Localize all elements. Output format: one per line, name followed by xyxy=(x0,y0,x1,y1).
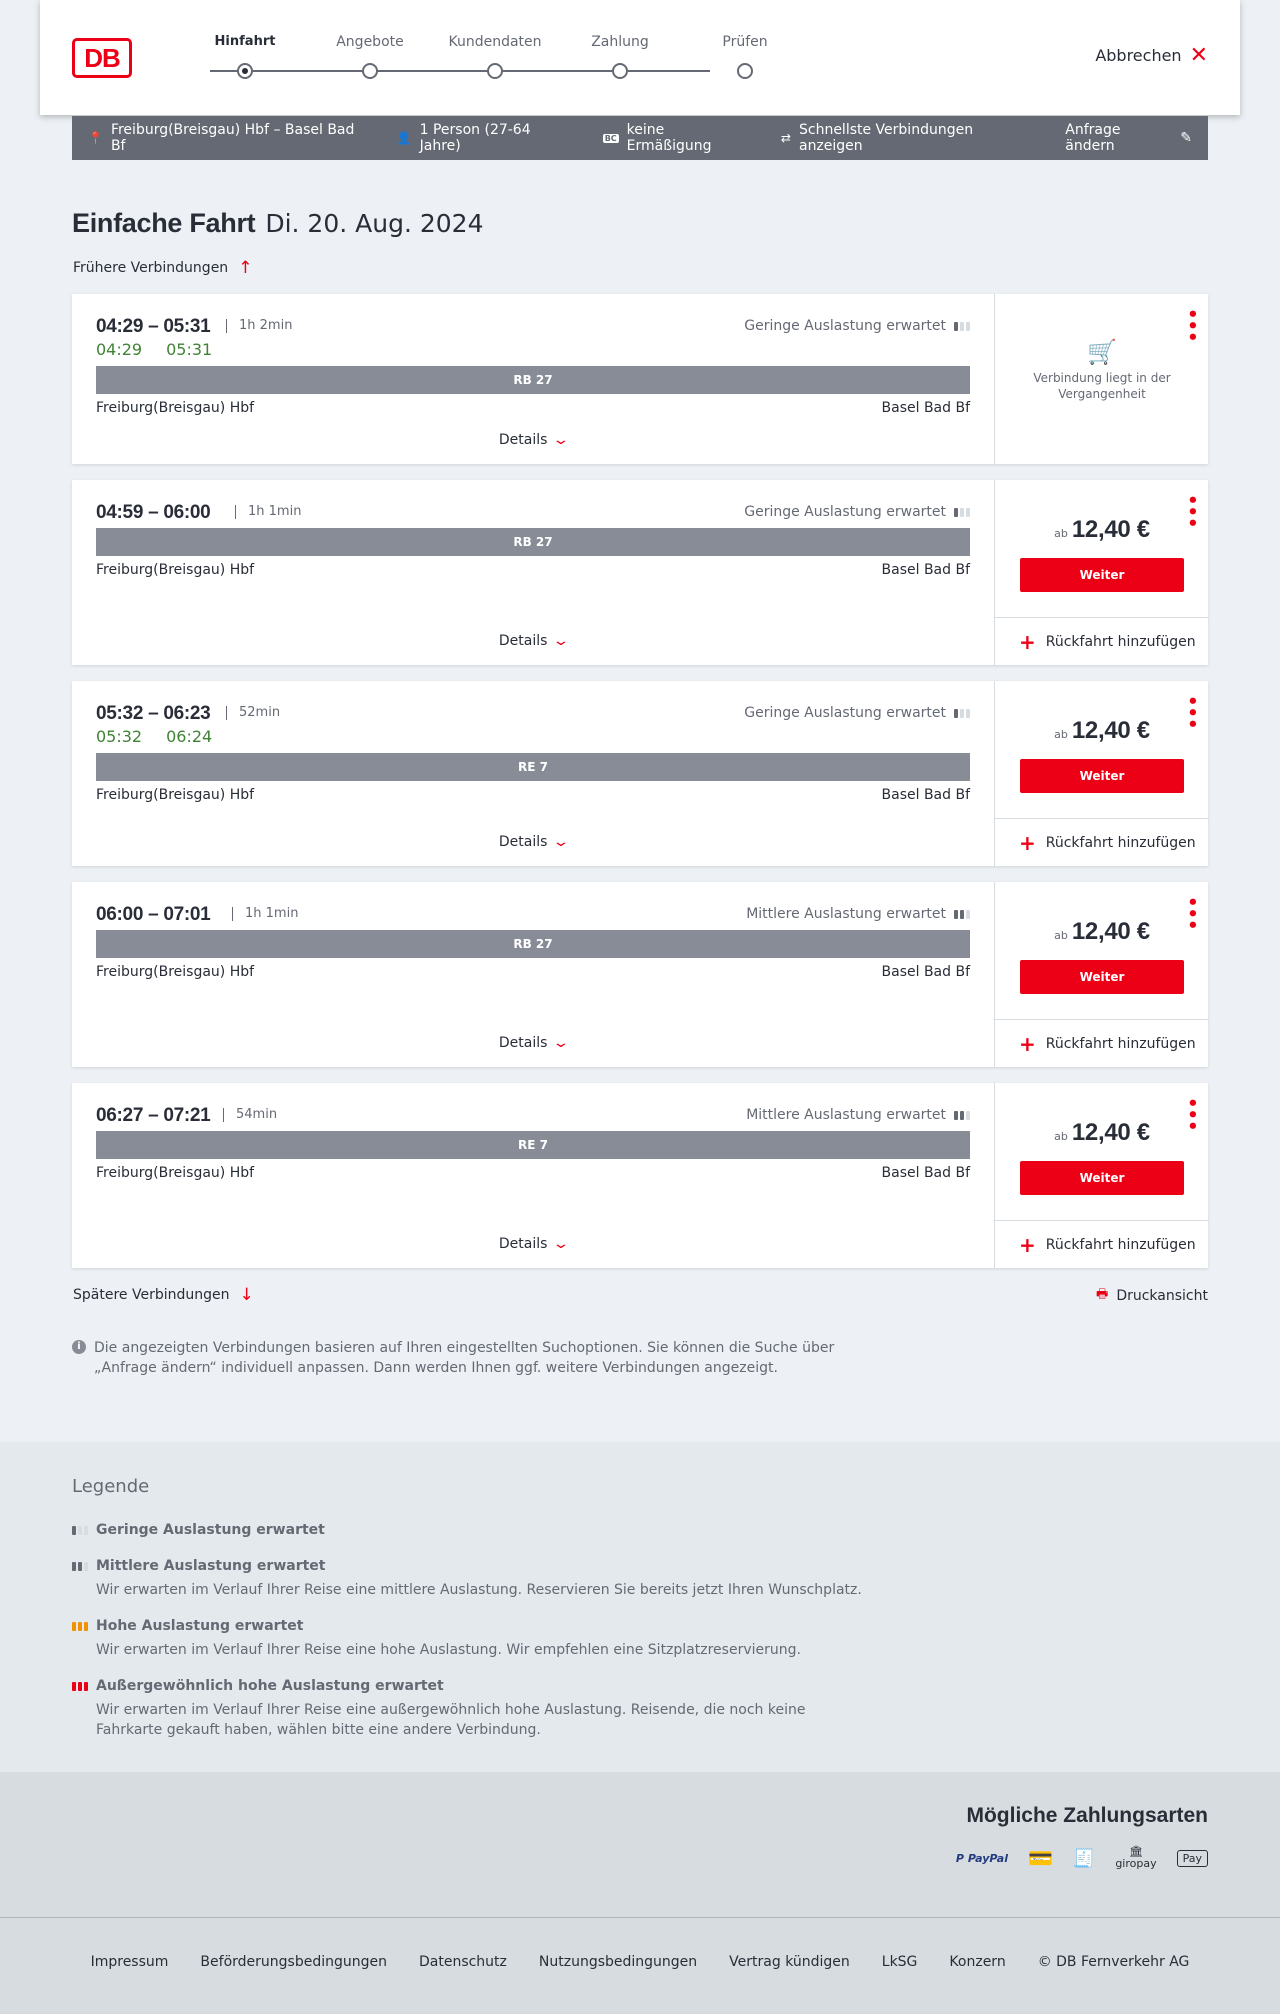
legend-item-low xyxy=(72,1522,325,1538)
load-text: Geringe Auslastung erwartet xyxy=(744,705,946,721)
connection-info[interactable] xyxy=(72,294,994,464)
step-label: Kundendaten xyxy=(448,34,542,50)
more-options-icon[interactable]: ••• xyxy=(1181,896,1202,931)
cancel-label: Abbrechen xyxy=(1095,46,1182,65)
discount-summary xyxy=(603,122,749,154)
connection-card xyxy=(72,1083,1208,1268)
step-hinfahrt xyxy=(180,34,310,54)
more-options-icon[interactable]: ••• xyxy=(1181,695,1202,730)
legend-item-desc: Wir erwarten im Verlauf Ihrer Reise eine hohe Auslastung. Wir empfehlen eine Sitzplatzreservierung. xyxy=(96,1642,801,1658)
footer-link-datenschutz[interactable]: Datenschutz xyxy=(418,1954,507,1970)
high-load-icon xyxy=(72,1622,88,1631)
details-toggle[interactable] xyxy=(72,432,994,448)
connection-card xyxy=(72,480,1208,665)
edit-search-button[interactable] xyxy=(1065,122,1192,154)
plus-icon: + xyxy=(1019,1232,1036,1257)
realtime-departure: 04:29 xyxy=(96,340,143,359)
connection-times: 06:00 – 07:01 xyxy=(96,904,211,925)
connection-duration: 1h 1min xyxy=(232,907,298,921)
apple-pay-label: Pay xyxy=(1182,1851,1202,1865)
stepper-line xyxy=(210,70,710,72)
print-label: Druckansicht xyxy=(1116,1288,1208,1304)
load-text: Geringe Auslastung erwartet xyxy=(744,318,946,334)
low-load-icon xyxy=(954,709,970,718)
legend-item-title: Außergewöhnlich hohe Auslastung erwartet xyxy=(96,1678,444,1694)
departure-station: Freiburg(Breisgau) Hbf xyxy=(96,562,255,578)
continue-button[interactable]: Weiter xyxy=(1020,558,1184,592)
step-label: Zahlung xyxy=(591,34,649,50)
connection-info[interactable] xyxy=(72,882,994,1067)
details-label: Details xyxy=(498,834,548,850)
departure-station: Freiburg(Breisgau) Hbf xyxy=(96,787,255,803)
route-text: Freiburg(Breisgau) Hbf – Basel Bad Bf xyxy=(110,122,355,154)
price xyxy=(995,918,1209,946)
connection-info[interactable] xyxy=(72,681,994,866)
footer-copyright: © DB Fernverkehr AG xyxy=(1037,1954,1190,1970)
arrow-up-icon: ↑ xyxy=(238,258,253,278)
realtime-arrival: 06:24 xyxy=(166,727,213,746)
persons-text: 1 Person (27-64 Jahre) xyxy=(419,122,531,154)
arrow-down-icon: ↓ xyxy=(239,1285,254,1305)
low-load-icon xyxy=(954,322,970,331)
connection-times: 06:27 – 07:21 xyxy=(96,1105,211,1126)
db-logo[interactable]: DB xyxy=(72,38,132,78)
price-prefix: ab xyxy=(1054,728,1068,741)
trip-date: Di. 20. Aug. 2024 xyxy=(265,209,484,238)
progress-stepper xyxy=(180,34,805,84)
train-bar: RB 27 xyxy=(96,930,970,958)
details-toggle[interactable] xyxy=(72,1236,994,1252)
printer-icon: 🖶 xyxy=(1096,1287,1109,1302)
chevron-down-icon: ⌄ xyxy=(552,834,571,850)
continue-button[interactable]: Weiter xyxy=(1020,960,1184,994)
load-indicator xyxy=(744,504,970,520)
arrival-station: Basel Bad Bf xyxy=(881,964,970,980)
train-bar: RE 7 xyxy=(96,753,970,781)
step-label: Angebote xyxy=(336,34,404,50)
realtime-times xyxy=(96,727,212,746)
realtime-departure: 05:32 xyxy=(96,727,143,746)
payment-title: Mögliche Zahlungsarten xyxy=(966,1804,1208,1827)
legend-item-title: Hohe Auslastung erwartet xyxy=(96,1618,304,1634)
plus-icon: + xyxy=(1019,830,1036,855)
legend-item-medium xyxy=(72,1558,872,1600)
price-value: 12,40 € xyxy=(1071,918,1150,945)
connection-times: 04:29 – 05:31 xyxy=(96,316,211,337)
load-indicator xyxy=(744,318,970,334)
connection-info[interactable] xyxy=(72,1083,994,1268)
footer-link-lksg[interactable]: LkSG xyxy=(881,1954,918,1970)
legend-item-title: Geringe Auslastung erwartet xyxy=(96,1522,325,1538)
details-label: Details xyxy=(498,1035,548,1051)
discount-text: keine Ermäßigung xyxy=(626,122,712,154)
close-icon: ✕ xyxy=(1189,42,1208,68)
cart-unavailable-icon: 🛒 xyxy=(1087,338,1117,366)
arrival-station: Basel Bad Bf xyxy=(881,1165,970,1181)
step-pruefen xyxy=(680,34,810,54)
step-dot xyxy=(487,63,503,79)
chevron-down-icon: ⌄ xyxy=(552,633,571,649)
step-dot xyxy=(237,63,253,79)
medium-load-icon xyxy=(954,1111,970,1120)
add-return-label: Rückfahrt hinzufügen xyxy=(1045,834,1196,851)
legend-item-extreme xyxy=(72,1678,872,1740)
step-dot xyxy=(612,63,628,79)
connection-info[interactable] xyxy=(72,480,994,665)
medium-load-icon xyxy=(72,1562,88,1571)
info-icon: i xyxy=(72,1340,86,1354)
print-view-link[interactable] xyxy=(1096,1285,1208,1307)
more-options-icon[interactable]: ••• xyxy=(1181,494,1202,529)
paypal-logo: P PayPal xyxy=(955,1851,1008,1865)
person-icon: 👤 xyxy=(396,131,412,145)
swap-arrows-icon: ⇄ xyxy=(780,131,791,145)
pencil-icon: ✎ xyxy=(1180,130,1192,146)
past-connection-text: Verbindung liegt in der Vergangenheit xyxy=(1033,371,1171,401)
legend-section xyxy=(0,1442,1280,1772)
offer-panel xyxy=(994,1083,1208,1268)
later-connections-link[interactable] xyxy=(73,1285,254,1305)
departure-station: Freiburg(Breisgau) Hbf xyxy=(96,400,255,416)
low-load-icon xyxy=(72,1526,88,1535)
low-load-icon xyxy=(954,508,970,517)
connection-card xyxy=(72,882,1208,1067)
connection-times: 05:32 – 06:23 xyxy=(96,703,211,724)
medium-load-icon xyxy=(954,910,970,919)
price-value: 12,40 € xyxy=(1071,516,1150,543)
add-return-label: Rückfahrt hinzufügen xyxy=(1045,1035,1196,1052)
giropay-logo: 🏛 giropay xyxy=(1115,1845,1157,1870)
plus-icon: + xyxy=(1019,1031,1036,1056)
connection-duration: 52min xyxy=(226,706,280,720)
info-note xyxy=(72,1338,872,1378)
earlier-label: Frühere Verbindungen xyxy=(73,260,229,276)
extreme-load-icon xyxy=(72,1682,88,1691)
offer-panel xyxy=(994,681,1208,866)
arrival-station: Basel Bad Bf xyxy=(881,400,970,416)
step-kundendaten xyxy=(430,34,560,54)
price xyxy=(995,1119,1209,1147)
chevron-down-icon: ⌄ xyxy=(552,1035,571,1051)
booking-header xyxy=(40,0,1240,115)
details-toggle[interactable] xyxy=(72,633,994,649)
details-toggle[interactable] xyxy=(72,1035,994,1051)
info-text: Die angezeigten Verbindungen basieren auf Ihren eingestellten Suchoptionen. Sie können die Suche über „Anfrage ändern“ individuell anpassen. Dann werden Ihnen ggf. weitere Verbindungen angezeigt. xyxy=(94,1340,835,1376)
persons-summary xyxy=(397,122,571,154)
past-connection-notice xyxy=(995,338,1209,402)
connection-times: 04:59 – 06:00 xyxy=(96,502,211,523)
realtime-arrival: 05:31 xyxy=(166,340,213,359)
footer-link-impressum[interactable]: Impressum xyxy=(90,1954,169,1970)
trip-type: Einfache Fahrt xyxy=(72,208,256,238)
details-label: Details xyxy=(498,1236,548,1252)
route-summary xyxy=(88,122,365,154)
option-text: Schnellste Verbindungen anzeigen xyxy=(798,122,974,154)
details-label: Details xyxy=(498,432,548,448)
load-indicator xyxy=(746,1107,970,1123)
footer-link-vertrag-kuendigen[interactable]: Vertrag kündigen xyxy=(729,1954,850,1970)
departure-station: Freiburg(Breisgau) Hbf xyxy=(96,1165,255,1181)
footer-link-nutzungsbedingungen[interactable]: Nutzungsbedingungen xyxy=(538,1954,698,1970)
footer-link-befoerderungsbedingungen[interactable]: Beförderungsbedingungen xyxy=(200,1954,387,1970)
price xyxy=(995,516,1209,544)
search-summary-bar xyxy=(72,116,1208,160)
details-label: Details xyxy=(498,633,548,649)
add-return-button[interactable] xyxy=(995,1220,1209,1268)
legend-item-title: Mittlere Auslastung erwartet xyxy=(96,1558,326,1574)
step-label: Hinfahrt xyxy=(214,34,276,49)
apple-pay-logo xyxy=(1177,1850,1208,1867)
credit-card-icon: 💳 xyxy=(1027,1846,1053,1870)
arrival-station: Basel Bad Bf xyxy=(881,787,970,803)
price-prefix: ab xyxy=(1054,527,1068,540)
step-dot xyxy=(362,63,378,79)
step-label: Prüfen xyxy=(722,34,768,50)
continue-button[interactable]: Weiter xyxy=(1020,759,1184,793)
footer-link-konzern[interactable]: Konzern xyxy=(949,1954,1006,1970)
step-dot xyxy=(737,63,753,79)
train-bar: RB 27 xyxy=(96,528,970,556)
add-return-label: Rückfahrt hinzufügen xyxy=(1045,633,1196,650)
continue-button[interactable]: Weiter xyxy=(1020,1161,1184,1195)
connection-duration: 1h 2min xyxy=(226,319,292,333)
load-indicator xyxy=(744,705,970,721)
option-summary xyxy=(781,122,1033,154)
offer-panel xyxy=(994,882,1208,1067)
train-bar: RE 7 xyxy=(96,1131,970,1159)
load-indicator xyxy=(746,906,970,922)
bahncard-icon: BC xyxy=(604,133,617,143)
footer xyxy=(0,1917,1280,2014)
load-text: Geringe Auslastung erwartet xyxy=(744,504,946,520)
price-value: 12,40 € xyxy=(1071,1119,1150,1146)
offer-panel xyxy=(994,480,1208,665)
step-zahlung xyxy=(555,34,685,54)
legend-item-high xyxy=(72,1618,872,1660)
details-toggle[interactable] xyxy=(72,834,994,850)
payment-logos xyxy=(956,1846,1208,1870)
payment-methods-section xyxy=(0,1772,1280,1917)
load-text: Mittlere Auslastung erwartet xyxy=(746,1107,946,1123)
more-options-icon[interactable]: ••• xyxy=(1181,1097,1202,1132)
connection-duration: 54min xyxy=(223,1108,277,1122)
departure-station: Freiburg(Breisgau) Hbf xyxy=(96,964,255,980)
price-prefix: ab xyxy=(1054,929,1068,942)
edit-search-label: Anfrage ändern xyxy=(1065,122,1121,154)
legend-item-desc: Wir erwarten im Verlauf Ihrer Reise eine außergewöhnlich hohe Auslastung. Reisende, die noch keine Fahrkarte gekauft haben, wählen bitte eine andere Verbindung. xyxy=(96,1702,806,1738)
more-options-icon[interactable]: ••• xyxy=(1181,308,1202,343)
chevron-down-icon: ⌄ xyxy=(552,432,571,448)
chevron-down-icon: ⌄ xyxy=(552,1236,571,1252)
footer-links xyxy=(0,1954,1280,1970)
plus-icon: + xyxy=(1019,629,1036,654)
connection-duration: 1h 1min xyxy=(235,505,301,519)
step-angebote xyxy=(305,34,435,54)
price xyxy=(995,717,1209,745)
giropay-label: giropay xyxy=(1115,1857,1157,1870)
add-return-button[interactable] xyxy=(995,818,1209,866)
earlier-connections-link[interactable] xyxy=(73,258,252,278)
cancel-button[interactable] xyxy=(1095,42,1208,68)
price-value: 12,40 € xyxy=(1071,717,1150,744)
realtime-times xyxy=(96,340,212,359)
load-text: Mittlere Auslastung erwartet xyxy=(746,906,946,922)
sepa-invoice-icon: 🧾 xyxy=(1072,1847,1096,1869)
train-bar: RB 27 xyxy=(96,366,970,394)
arrival-station: Basel Bad Bf xyxy=(881,562,970,578)
page-title xyxy=(72,208,483,239)
location-pin-icon: 📍 xyxy=(88,131,103,145)
later-label: Spätere Verbindungen xyxy=(73,1287,230,1303)
add-return-button[interactable] xyxy=(995,1019,1209,1067)
connection-card xyxy=(72,681,1208,866)
add-return-button[interactable] xyxy=(995,617,1209,665)
connection-card xyxy=(72,294,1208,464)
add-return-label: Rückfahrt hinzufügen xyxy=(1045,1236,1196,1253)
offer-panel xyxy=(994,294,1208,464)
legend-item-desc: Wir erwarten im Verlauf Ihrer Reise eine mittlere Auslastung. Reservieren Sie bereits jetzt Ihren Wunschplatz. xyxy=(96,1582,862,1598)
price-prefix: ab xyxy=(1054,1130,1068,1143)
paypal-label: PayPal xyxy=(967,1851,1008,1865)
legend-title: Legende xyxy=(72,1476,150,1497)
